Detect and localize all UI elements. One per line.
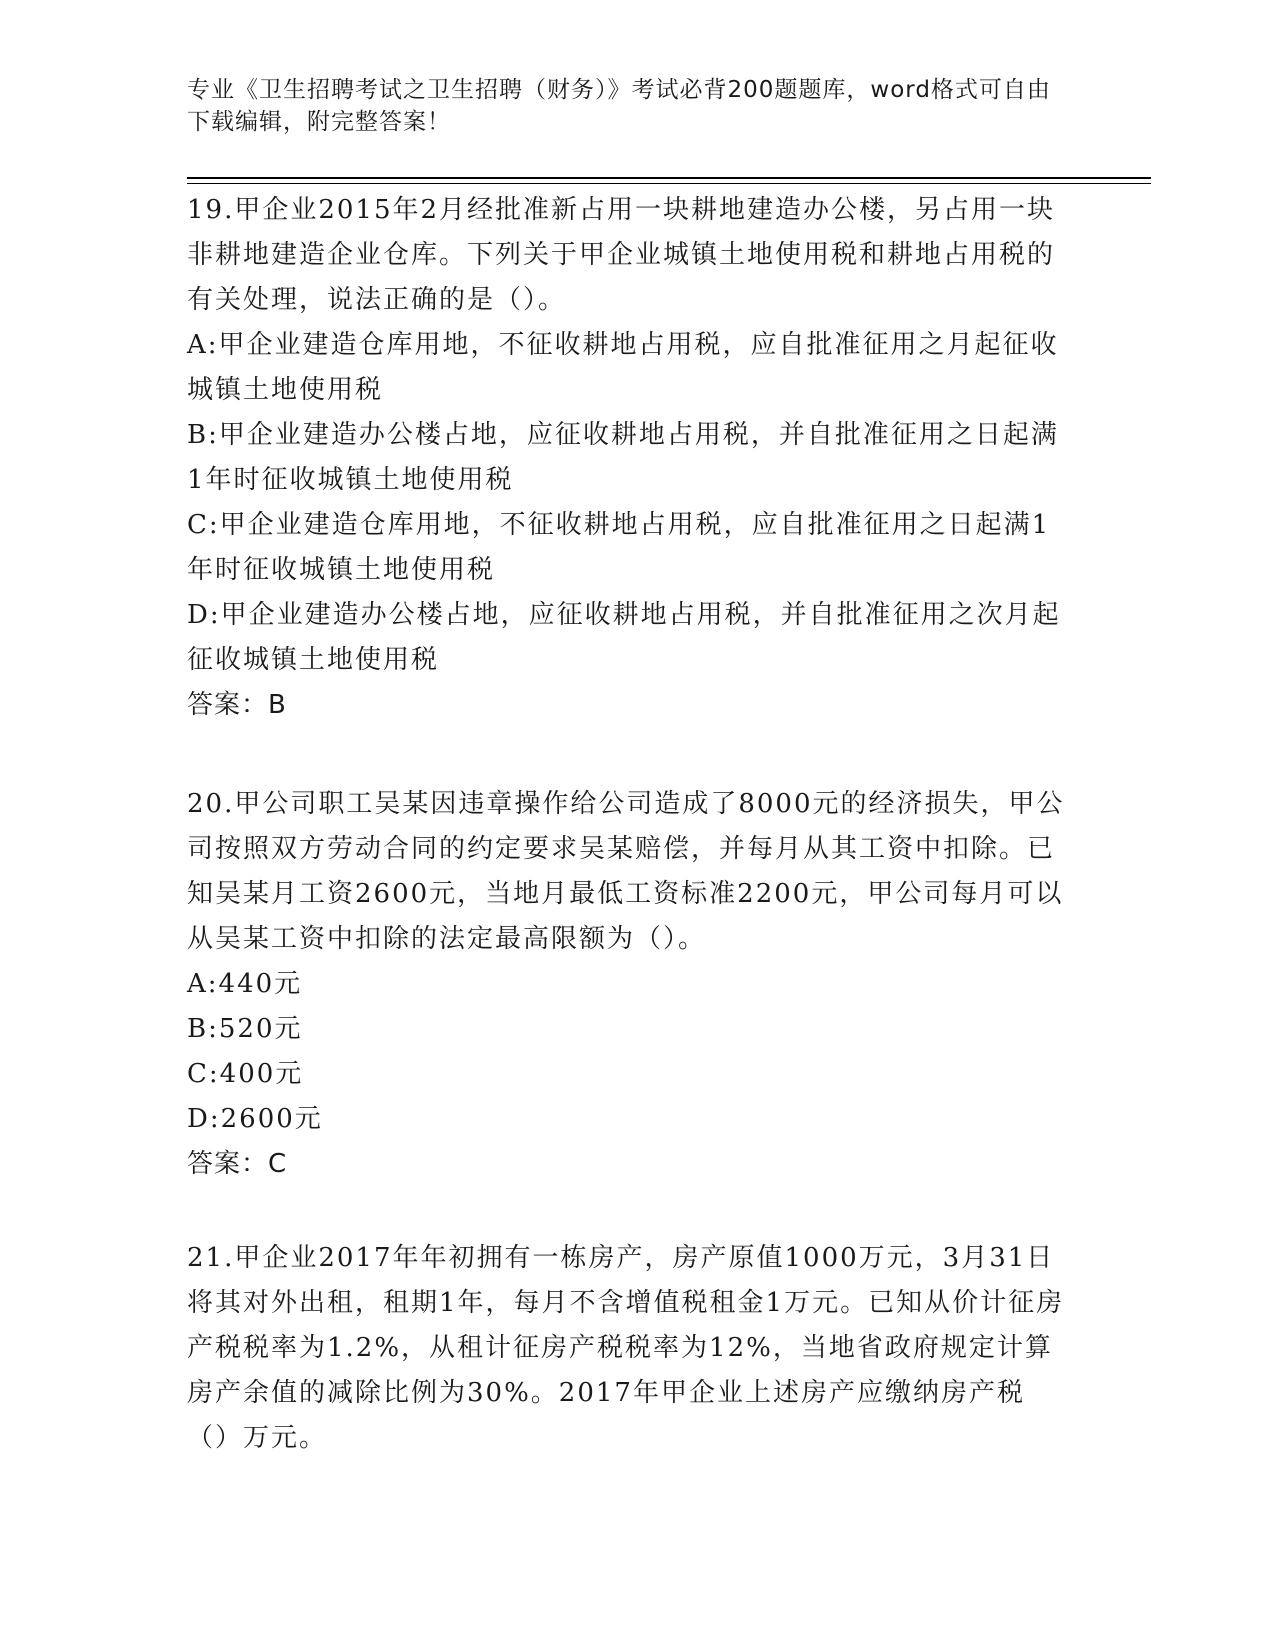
option-d: D:2600元 [187,1104,323,1134]
option-a: A:甲企业建造仓库用地，不征收耕地占用税，应自批准征用之月起征收城镇土地使用税 [187,330,1059,405]
option-b: B:甲企业建造办公楼占地，应征收耕地占用税，并自批准征用之日起满1年时征收城镇土地使用税 [187,420,1059,495]
question-text: 20.甲公司职工吴某因违章操作给公司造成了8000元的经济损失，甲公司按照双方劳动合同的约定要求吴某赔偿，并每月从其工资中扣除。已知吴某月工资2600元，当地月最低工资标准2200元，甲公司每月可以从吴某工资中扣除的法定最高限额为（）。 [187,789,1065,954]
question-21 [187,1236,1067,1461]
header-divider-thin [187,183,1151,184]
option-d: D:甲企业建造办公楼占地，应征收耕地占用税，并自批准征用之次月起征收城镇土地使用税 [187,600,1061,675]
document-intro: 专业《卫生招聘考试之卫生招聘（财务）》考试必背200题题库，word格式可自由下载编辑，附完整答案！ [187,77,1051,135]
answer: 答案：C [187,1149,288,1179]
question-text: 19.甲企业2015年2月经批准新占用一块耕地建造办公楼，另占用一块非耕地建造企业仓库。下列关于甲企业城镇土地使用税和耕地占用税的有关处理，说法正确的是（）。 [187,195,1056,315]
option-a: A:440元 [187,969,303,999]
option-b: B:520元 [187,1014,303,1044]
question-20 [187,782,1067,1187]
answer: 答案：B [187,690,287,720]
question-19 [187,188,1067,728]
option-c: C:甲企业建造仓库用地，不征收耕地占用税，应自批准征用之日起满1年时征收城镇土地使用税 [187,510,1051,585]
header-divider-thick [187,177,1151,179]
option-c: C:400元 [187,1059,304,1089]
question-text: 21.甲企业2017年年初拥有一栋房产，房产原值1000万元，3月31日将其对外出租，租期1年，每月不含增值税租金1万元。已知从价计征房产税税率为1.2%，从租计征房产税税率为12%，当地省政府规定计算房产余值的减除比例为30%。2017年甲企业上述房产应缴纳房产税（）万元。 [187,1243,1065,1453]
